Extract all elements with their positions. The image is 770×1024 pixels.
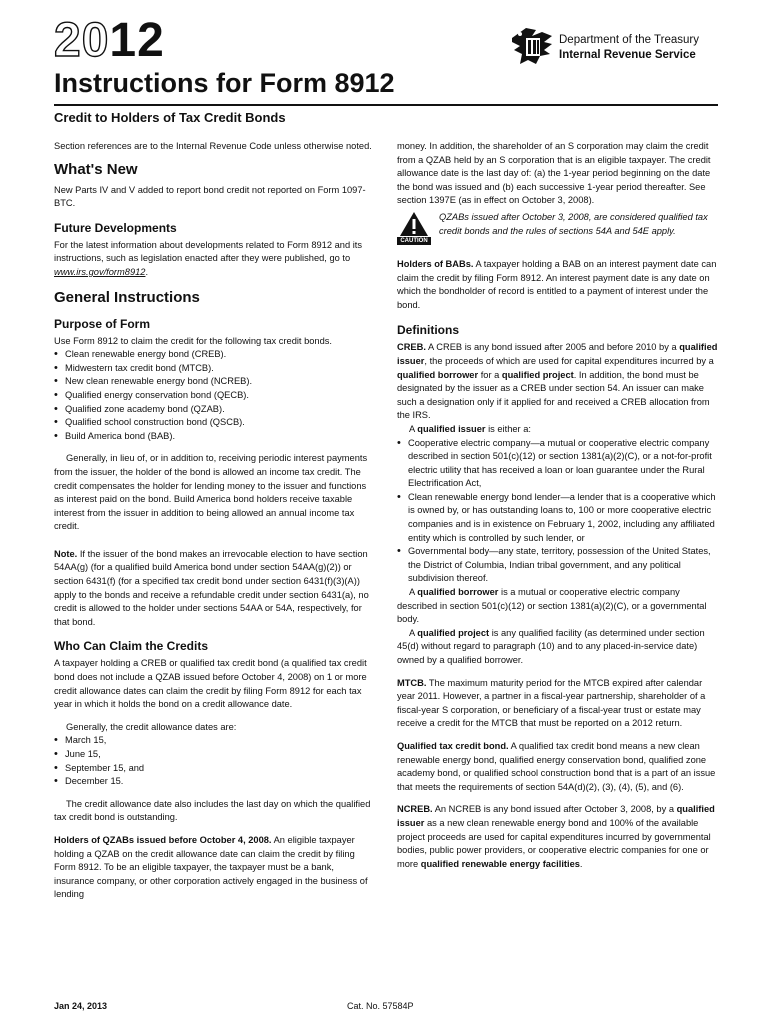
list-item: • Midwestern tax credit bond (MTCB).: [54, 362, 374, 376]
qtcb-label: Qualified tax credit bond.: [397, 740, 509, 751]
qi-text-2: is either a:: [488, 423, 531, 434]
future-developments-text: [54, 239, 374, 280]
qp-text-1: A: [409, 627, 415, 638]
whats-new-text: New Parts IV and V added to report bond credit not reported on Form 1097-BTC.: [54, 184, 366, 209]
qi-term: qualified issuer: [417, 423, 486, 434]
irs-eagle-logo-icon: [506, 20, 558, 72]
general-instructions-heading: General Instructions: [54, 288, 200, 306]
note-text: If the issuer of the bond makes an irrevocable election to have section 54AA(g) (for a qualified build America bond under section 54AA(g)(2)) or section 6431(f) (for a specified tax credit bond under section 6431(f)(3)(A)) apply to the bonds and receive a refundable credit under section 6431(a), no credit is allowed to the holder under sections 54AA or 54A, respectively, for that bond.: [54, 548, 369, 627]
ncreb-text-3: .: [579, 858, 583, 869]
ncreb-text-2: as a new clean renewable energy bond and 100% of the available project proceeds are used for capital expenditures incurred by governmental bodies, public power providers, or cooperative electric companies for one or more: [397, 817, 711, 869]
creb-qualified-issuer: qualified issuer: [397, 342, 718, 366]
list-item: • Governmental body—any state, territory, possession of the United States, the District of Columbia, Indian tribal government, and any political subdivision thereof.: [397, 545, 719, 586]
qb-text-2: is a mutual or cooperative electric company described in section 501(c)(12) or section 1381(a)(2)(C), or a governmental body.: [397, 587, 707, 625]
bab-paragraph: [397, 258, 719, 312]
list-item: • New clean renewable energy bond (NCREB).: [54, 375, 374, 389]
title-rule: [54, 104, 718, 106]
list-item: • Cooperative electric company—a mutual or cooperative electric company described in section 501(c)(12) or section 1381(a)(2)(C), or a not-for-profit electric utility that has received a loan or loan guarantee under the Rural Electrification Act,: [397, 437, 719, 491]
whats-new-heading: What's New: [54, 160, 138, 178]
last-day-text: The credit allowance date also includes the last day on which the qualified tax credit bond is outstanding.: [54, 798, 371, 823]
list-item: • December 15.: [54, 775, 374, 789]
note-label: Note.: [54, 548, 78, 559]
department-name: Department of the Treasury: [559, 34, 699, 46]
creb-text-2: , the proceeds of which are used for capital expenditures incurred by a: [424, 355, 714, 366]
department-block: [559, 33, 699, 63]
catalog-number: Cat. No. 57584P: [347, 1001, 414, 1011]
agency-name: Internal Revenue Service: [559, 49, 696, 61]
list-item: • March 15,: [54, 734, 374, 748]
form-year: [54, 14, 165, 67]
list-item: • Build America bond (BAB).: [54, 430, 374, 444]
creb-paragraph: [397, 341, 719, 423]
qi-text-1: A: [409, 423, 415, 434]
continued-text: money. In addition, the shareholder of an S corporation may claim the credit from a QZAB held by an S corporation that is an eligible taxpayer. The credit allowance date is the last day of: (a) the 1-year period beginning on the date the bond was issued and (b) each successive 1-year period thereafter. See section 1397E (as in effect on October 3, 2008).: [397, 141, 711, 206]
mtcb-paragraph: [397, 677, 719, 731]
mtcb-text: The maximum maturity period for the MTCB expired after calendar year 2011. However, a partner in a fiscal-year partnership, shareholder of a fiscal-year S corporation, or beneficiary of a fiscal-year trust or estate may receive a credit for the MTCB that must be reported on a 2012 return.: [397, 677, 706, 729]
bond-list: [54, 348, 374, 443]
creb-text-1: A CREB is any bond issued after 2005 and before 2010 by a: [428, 342, 677, 353]
qp-term: qualified project: [417, 627, 490, 638]
who-can-claim-text: A taxpayer holding a CREB or qualified tax credit bond (a qualified tax credit bond does not include a QZAB issued before October 4, 2008) on 1 or more credit allowance dates can claim the credit by filing Form 8912 for each tax year in which it holds the bond on a credit allowance date.: [54, 658, 367, 710]
qzab-paragraph: [54, 834, 374, 902]
dates-list: [54, 734, 374, 788]
purpose-heading: Purpose of Form: [54, 316, 151, 331]
who-can-claim-heading: Who Can Claim the Credits: [54, 639, 209, 654]
right-column: [397, 140, 719, 871]
caution-icon: [397, 211, 431, 245]
qtcb-paragraph: [397, 740, 719, 794]
note-paragraph: [54, 548, 374, 630]
creb-qualified-project: qualified project: [501, 369, 574, 380]
qzab-label: Holders of QZABs issued before October 4, 2008.: [54, 834, 272, 845]
list-item: • September 15, and: [54, 762, 374, 776]
definitions-heading: Definitions: [397, 323, 459, 338]
future-developments-heading: Future Developments: [54, 220, 177, 235]
qualified-issuer-list: [397, 437, 719, 587]
list-item: • Qualified school construction bond (QSCB).: [54, 416, 374, 430]
future-text: For the latest information about developments related to Form 8912 and its instructions, such as legislation enacted after they were published, go to: [54, 239, 363, 264]
ncreb-label: NCREB.: [397, 804, 433, 815]
future-end: .: [145, 266, 149, 277]
purpose-text: Use Form 8912 to claim the credit for the following tax credit bonds.: [54, 335, 333, 346]
qb-text-1: A: [409, 587, 415, 598]
ncreb-qualified-issuer: qualified issuer: [397, 804, 715, 828]
qp-text-2: is any qualified facility (as determined under section 45(d) without regard to paragraph (10) and to any placed-in-service date) owned by a qualified borrower.: [397, 627, 705, 665]
creb-qualified-borrower: qualified borrower: [397, 369, 479, 380]
warning-triangle-icon: [399, 211, 429, 237]
bab-label: Holders of BABs.: [397, 258, 474, 269]
qb-term: qualified borrower: [417, 587, 499, 598]
creb-text-4: . In addition, the bond must be designated by the issuer as a CREB under section 54. An issuer can make such a designation only if it applied for and received a CREB allocation from the IRS.: [397, 369, 710, 421]
qualified-issuer-intro: [397, 423, 719, 437]
page-subtitle: Credit to Holders of Tax Credit Bonds: [54, 110, 286, 125]
year-bold: 12: [109, 14, 165, 67]
form8912-link[interactable]: www.irs.gov/form8912: [54, 266, 146, 277]
list-item: • Qualified zone academy bond (QZAB).: [54, 403, 374, 417]
creb-label: CREB.: [397, 342, 426, 353]
year-outline: 20: [54, 14, 110, 67]
generally-text: Generally, in lieu of, or in addition to, receiving periodic interest payments from the issuer, the holder of the bond is allowed an income tax credit. The credit compensates the holder for lending money to the issuer and functions as interest paid on the bond. Build America bond holders receive taxable interest from the issuer in addition to being allowed an annual income tax credit.: [54, 453, 368, 532]
ncreb-paragraph: [397, 803, 719, 871]
list-item: • June 15,: [54, 748, 374, 762]
mtcb-label: MTCB.: [397, 677, 427, 688]
list-item: • Clean renewable energy bond lender—a lender that is a cooperative which is owned by, or has outstanding loans to, 100 or more cooperative electric companies and is in existence on February 1, 2002, including any affiliated entity which is controlled by such lender, or: [397, 491, 719, 545]
left-column: [54, 140, 374, 902]
caution-label: CAUTION: [397, 237, 431, 245]
list-item: • Qualified energy conservation bond (QECB).: [54, 389, 374, 403]
bab-text: A taxpayer holding a BAB on an interest payment date can claim the credit by filing Form 8912. An interest payment date is any date on which the bondholder of record is entitled to a payment of interest under the bond.: [397, 258, 717, 310]
footer-date: Jan 24, 2013: [54, 1001, 108, 1011]
intro-text: Section references are to the Internal Revenue Code unless otherwise noted.: [54, 141, 372, 151]
qzab-text: An eligible taxpayer holding a QZAB on the credit allowance date can claim the credit by filing Form 8912. To be an eligible taxpayer, the taxpayer must be a bank, insurance company, or other corporation actively engaged in the business of lending: [54, 834, 368, 900]
qualified-project-paragraph: [397, 627, 719, 668]
ncreb-text-1: An NCREB is any bond issued after October 3, 2008, by a: [434, 804, 674, 815]
qualified-borrower-paragraph: [397, 586, 719, 627]
caution-text: QZABs issued after October 3, 2008, are considered qualified tax credit bonds and the rules of sections 54A and 54E apply.: [439, 211, 708, 236]
caution-box: [397, 211, 719, 245]
ncreb-term: qualified renewable energy facilities: [420, 858, 580, 869]
creb-text-3: for a: [480, 369, 500, 380]
qtcb-text: A qualified tax credit bond means a new clean renewable energy bond, qualified energy conservation bond, qualified zone academy bond, or qualified school construction bond that is a part of an issue that meets the requirements of section 54A(d)(2), (3), (4), (5), and (6).: [397, 740, 716, 792]
dates-intro: Generally, the credit allowance dates are:: [66, 721, 237, 732]
page-title: Instructions for Form 8912: [54, 68, 395, 98]
list-item: • Clean renewable energy bond (CREB).: [54, 348, 374, 362]
